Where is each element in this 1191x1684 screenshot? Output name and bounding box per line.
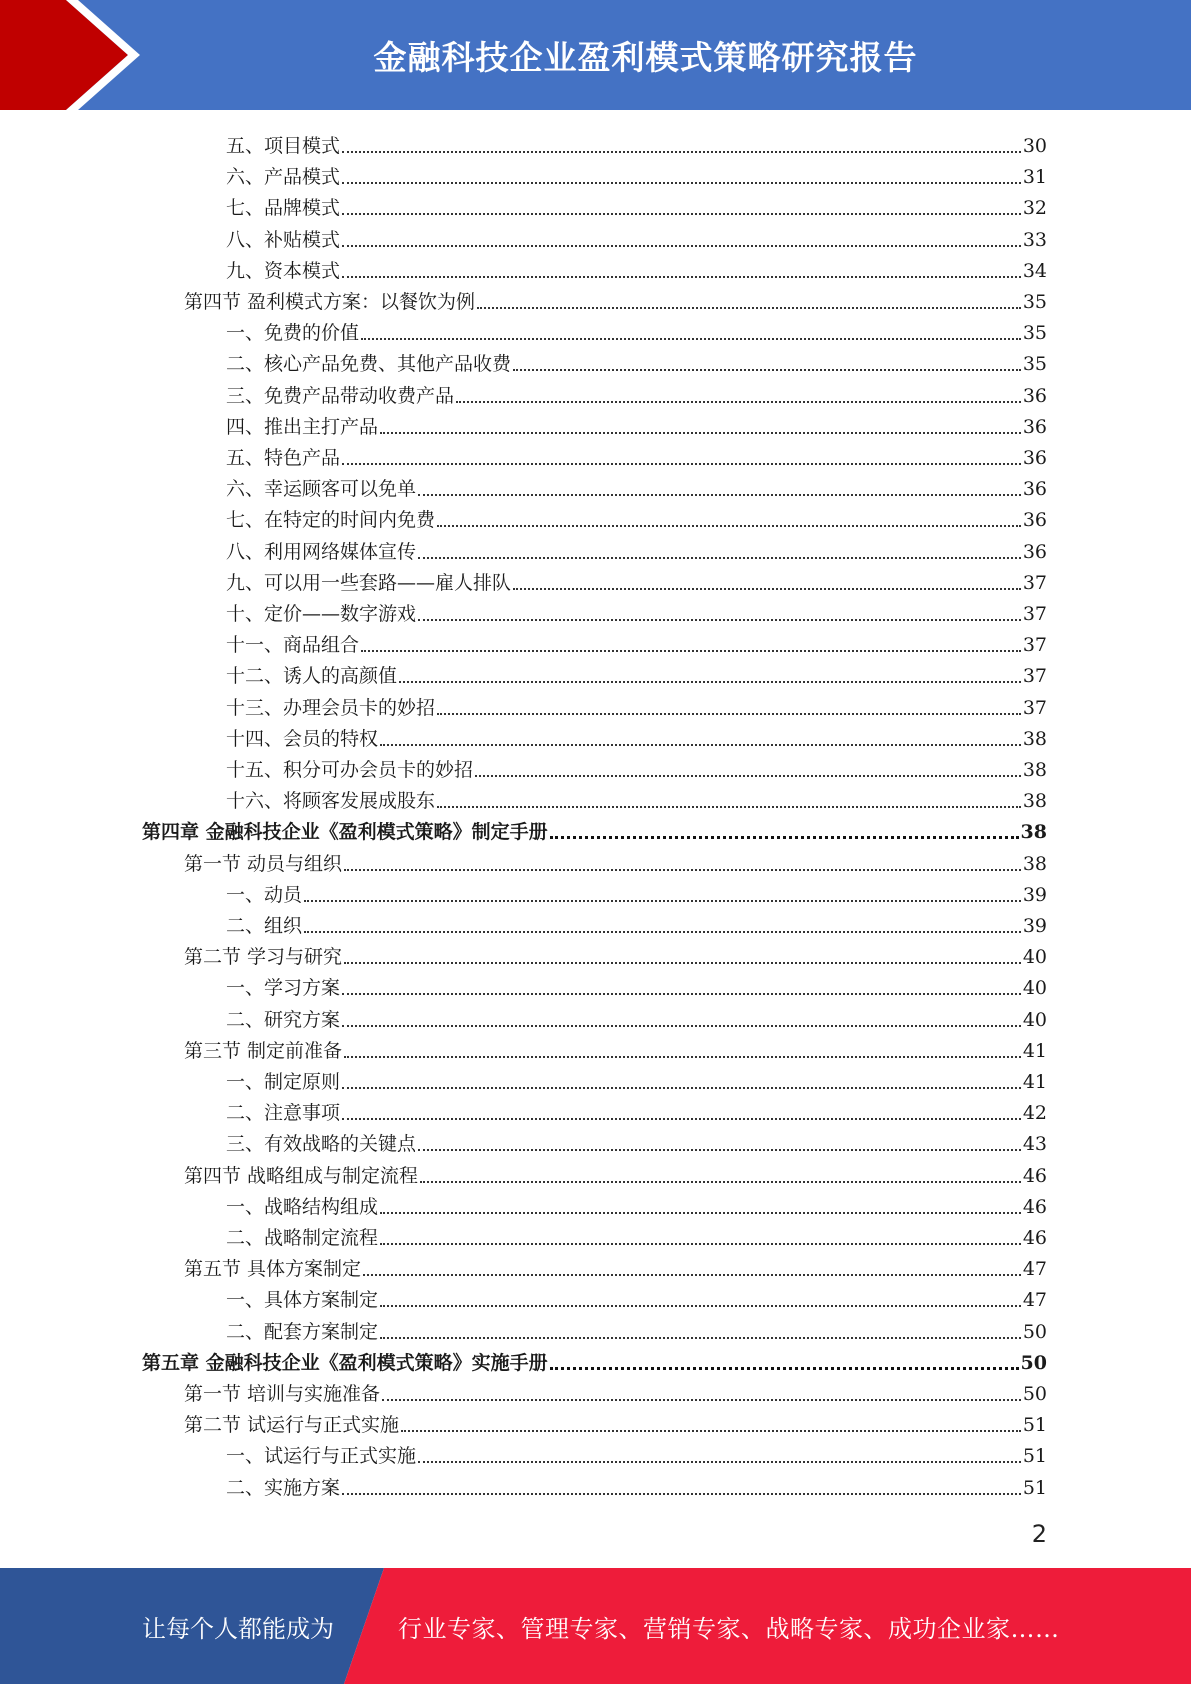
toc-entry-title: 六、幸运顾客可以免单: [226, 478, 417, 501]
toc-entry-title: 十四、会员的特权: [226, 727, 379, 750]
toc-entry-title: 十六、将顾客发展成股东: [226, 790, 436, 813]
toc-item-row[interactable]: [226, 1125, 1047, 1156]
toc-entry-title: 十一、商品组合: [226, 634, 360, 657]
toc-page-number: 36: [1022, 447, 1047, 469]
toc-page-number: 35: [1022, 322, 1047, 345]
toc-item-row[interactable]: [226, 470, 1047, 501]
toc-page-number: 41: [1022, 1071, 1047, 1093]
toc-dot-leader: [418, 1460, 1021, 1463]
toc-dot-leader: [477, 306, 1021, 309]
toc-item-row[interactable]: [226, 1063, 1047, 1094]
toc-page-number: 47: [1022, 1289, 1047, 1312]
toc-dot-leader: [342, 181, 1021, 184]
toc-entry-title: 第二节 学习与研究: [184, 946, 343, 969]
toc-section-row[interactable]: [184, 1250, 1047, 1281]
toc-entry-title: 二、注意事项: [226, 1102, 341, 1125]
toc-dot-leader: [380, 743, 1021, 746]
toc-entry-title: 二、核心产品免费、其他产品收费: [226, 353, 512, 376]
toc-entry-title: 三、免费产品带动收费产品: [226, 384, 455, 407]
toc-entry-title: 一、制定原则: [226, 1071, 341, 1093]
toc-dot-leader: [418, 493, 1021, 496]
toc-section-row[interactable]: [184, 1032, 1047, 1063]
toc-entry-title: 十三、办理会员卡的妙招: [226, 696, 436, 719]
toc-page-number: 31: [1022, 166, 1047, 189]
toc-page-number: 35: [1022, 353, 1047, 376]
toc-item-row[interactable]: [226, 408, 1047, 439]
toc-page-number: 36: [1022, 478, 1047, 501]
toc-page-number: 46: [1022, 1227, 1047, 1249]
toc-dot-leader: [361, 337, 1021, 340]
toc-page-number: 46: [1022, 1164, 1047, 1187]
toc-dot-leader: [342, 1086, 1021, 1089]
toc-entry-title: 七、品牌模式: [226, 197, 341, 220]
toc-dot-leader: [342, 462, 1021, 465]
toc-dot-leader: [418, 618, 1021, 621]
page-footer: [0, 1568, 1191, 1684]
toc-dot-leader: [513, 587, 1021, 590]
toc-entry-title: 一、战略结构组成: [226, 1195, 379, 1218]
toc-item-row[interactable]: [226, 314, 1047, 345]
toc-page-number: 35: [1022, 291, 1047, 313]
toc-entry-title: 第五节 具体方案制定: [184, 1258, 362, 1281]
toc-dot-leader: [304, 899, 1021, 902]
toc-item-row[interactable]: [226, 969, 1047, 1000]
toc-item-row[interactable]: [226, 1313, 1047, 1344]
toc-section-row[interactable]: [184, 1157, 1047, 1188]
toc-entry-title: 八、利用网络媒体宣传: [226, 540, 417, 563]
toc-section-row[interactable]: [184, 1406, 1047, 1437]
toc-dot-leader: [399, 680, 1021, 683]
toc-item-row[interactable]: [226, 689, 1047, 720]
toc-entry-title: 一、试运行与正式实施: [226, 1445, 417, 1468]
toc-chapter-row[interactable]: [142, 813, 1047, 844]
toc-item-row[interactable]: [226, 127, 1047, 158]
toc-entry-title: 一、动员: [226, 883, 303, 906]
toc-page-number: 37: [1022, 665, 1047, 688]
toc-entry-title: 二、实施方案: [226, 1476, 341, 1499]
toc-dot-leader: [513, 368, 1021, 371]
toc-entry-title: 一、学习方案: [226, 977, 341, 1000]
toc-dot-leader: [342, 1117, 1021, 1120]
footer-slogan-left: 让每个人都能成为: [142, 1614, 334, 1643]
toc-page-number: 36: [1022, 540, 1047, 563]
toc-section-row[interactable]: [184, 845, 1047, 876]
toc-entry-title: 六、产品模式: [226, 166, 341, 189]
toc-entry-title: 三、有效战略的关键点: [226, 1133, 417, 1156]
toc-page-number: 47: [1022, 1258, 1047, 1281]
toc-dot-leader: [420, 1180, 1021, 1183]
toc-item-row[interactable]: [226, 1281, 1047, 1312]
toc-page-number: 37: [1022, 696, 1047, 719]
toc-dot-leader: [550, 835, 1019, 839]
toc-page-number: 32: [1022, 197, 1047, 220]
toc-dot-leader: [363, 1273, 1021, 1276]
toc-item-row[interactable]: [226, 377, 1047, 408]
toc-page-number: 34: [1022, 259, 1047, 282]
toc-section-row[interactable]: [184, 1375, 1047, 1406]
toc-item-row[interactable]: [226, 907, 1047, 938]
toc-item-row[interactable]: [226, 439, 1047, 470]
toc-entry-title: 七、在特定的时间内免费: [226, 509, 436, 532]
toc-page-number: 46: [1022, 1195, 1047, 1218]
toc-page-number: 38: [1022, 727, 1047, 750]
toc-dot-leader: [382, 1398, 1021, 1401]
toc-dot-leader: [418, 556, 1021, 559]
toc-item-row[interactable]: [226, 1001, 1047, 1032]
toc-item-row[interactable]: [226, 564, 1047, 595]
toc-item-row[interactable]: [226, 1188, 1047, 1219]
toc-entry-title: 二、配套方案制定: [226, 1320, 379, 1343]
toc-item-row[interactable]: [226, 595, 1047, 626]
toc-entry-title: 第二节 试运行与正式实施: [184, 1414, 400, 1437]
toc-item-row[interactable]: [226, 1219, 1047, 1250]
toc-dot-leader: [380, 1211, 1021, 1214]
toc-entry-title: 二、组织: [226, 915, 303, 937]
toc-item-row[interactable]: [226, 876, 1047, 907]
toc-entry-title: 第一节 动员与组织: [184, 852, 343, 875]
header-arrow-icon: [0, 0, 160, 110]
toc-dot-leader: [361, 649, 1021, 652]
toc-section-row[interactable]: [184, 938, 1047, 969]
toc-page-number: 40: [1022, 977, 1047, 1000]
toc-item-row[interactable]: [226, 501, 1047, 532]
toc-dot-leader: [342, 150, 1021, 153]
toc-page-number: 42: [1022, 1102, 1047, 1125]
toc-dot-leader: [342, 1492, 1021, 1495]
toc-page-number: 51: [1022, 1414, 1047, 1437]
toc-entry-title: 十五、积分可办会员卡的妙招: [226, 759, 474, 781]
toc-entry-title: 第五章 金融科技企业《盈利模式策略》实施手册: [142, 1351, 548, 1374]
toc-page-number: 40: [1022, 946, 1047, 969]
page-header: [0, 0, 1191, 110]
toc-entry-title: 二、研究方案: [226, 1008, 341, 1031]
toc-page-number: 39: [1022, 915, 1047, 937]
toc-dot-leader: [475, 774, 1021, 777]
toc-item-row[interactable]: [226, 626, 1047, 657]
toc-page-number: 36: [1022, 509, 1047, 532]
toc-dot-leader: [304, 930, 1021, 933]
toc-dot-leader: [342, 275, 1021, 278]
toc-item-row[interactable]: [226, 252, 1047, 283]
toc-dot-leader: [342, 992, 1021, 995]
toc-page-number: 37: [1022, 634, 1047, 657]
toc-page-number: 51: [1022, 1476, 1047, 1499]
toc-dot-leader: [380, 431, 1021, 434]
toc-dot-leader: [437, 712, 1021, 715]
toc-page-number: 40: [1022, 1008, 1047, 1031]
toc-dot-leader: [456, 400, 1021, 403]
toc-entry-title: 一、免费的价值: [226, 322, 360, 345]
toc-page-number: 38: [1022, 852, 1047, 875]
toc-page-number: 43: [1022, 1133, 1047, 1156]
toc-item-row[interactable]: [226, 751, 1047, 782]
toc-entry-title: 十、定价——数字游戏: [226, 603, 417, 625]
toc-entry-title: 一、具体方案制定: [226, 1289, 379, 1312]
toc-item-row[interactable]: [226, 345, 1047, 376]
toc-dot-leader: [401, 1429, 1021, 1432]
toc-page-number: 36: [1022, 415, 1047, 438]
toc-page-number: 38: [1020, 821, 1047, 844]
toc-page-number: 38: [1022, 790, 1047, 813]
toc-page-number: 37: [1022, 571, 1047, 594]
toc-page-number: 38: [1022, 759, 1047, 781]
toc-item-row[interactable]: [226, 1469, 1047, 1500]
toc-dot-leader: [342, 1024, 1021, 1027]
toc-entry-title: 五、项目模式: [226, 135, 341, 157]
toc-page-number: 39: [1022, 883, 1047, 906]
toc-dot-leader: [344, 868, 1021, 871]
toc-chapter-row[interactable]: [142, 1344, 1047, 1375]
toc-page-number: 37: [1022, 603, 1047, 625]
toc-entry-title: 十二、诱人的高颜值: [226, 665, 398, 688]
toc-entry-title: 九、资本模式: [226, 259, 341, 282]
toc-item-row[interactable]: [226, 189, 1047, 220]
toc-entry-title: 第四节 盈利模式方案：以餐饮为例: [184, 291, 476, 313]
toc-dot-leader: [380, 1242, 1021, 1245]
toc-page-number: 33: [1022, 228, 1047, 251]
toc-dot-leader: [380, 1336, 1021, 1339]
toc-item-row[interactable]: [226, 221, 1047, 252]
toc-item-row[interactable]: [226, 1094, 1047, 1125]
footer-slogan-right: 行业专家、管理专家、营销专家、战略专家、成功企业家……: [398, 1614, 1060, 1643]
toc-page-number: 51: [1022, 1445, 1047, 1468]
toc-entry-title: 二、战略制定流程: [226, 1227, 379, 1249]
toc-dot-leader: [550, 1366, 1019, 1370]
toc-page-number: 36: [1022, 384, 1047, 407]
toc-page-number: 41: [1022, 1039, 1047, 1062]
toc-dot-leader: [437, 524, 1021, 527]
toc-dot-leader: [344, 1055, 1021, 1058]
toc-entry-title: 第三节 制定前准备: [184, 1039, 343, 1062]
toc-entry-title: 九、可以用一些套路——雇人排队: [226, 571, 512, 594]
toc-item-row[interactable]: [226, 782, 1047, 813]
toc-item-row[interactable]: [226, 657, 1047, 688]
toc-entry-title: 第四章 金融科技企业《盈利模式策略》制定手册: [142, 821, 548, 844]
toc-page-number: 30: [1022, 135, 1047, 157]
toc-page-number: 50: [1020, 1351, 1047, 1374]
toc-item-row[interactable]: [226, 158, 1047, 189]
toc-entry-title: 第一节 培训与实施准备: [184, 1383, 381, 1405]
toc-entry-title: 八、补贴模式: [226, 228, 341, 251]
toc-item-row[interactable]: [226, 720, 1047, 751]
toc-page-number: 50: [1022, 1383, 1047, 1405]
page-number: 2: [1031, 1520, 1047, 1548]
toc-dot-leader: [380, 1304, 1021, 1307]
toc-item-row[interactable]: [226, 533, 1047, 564]
toc-dot-leader: [437, 805, 1021, 808]
toc-dot-leader: [342, 244, 1021, 247]
toc-dot-leader: [342, 212, 1021, 215]
toc-entry-title: 四、推出主打产品: [226, 415, 379, 438]
toc-page-number: 50: [1022, 1320, 1047, 1343]
toc-entry-title: 五、特色产品: [226, 447, 341, 469]
toc-item-row[interactable]: [226, 1437, 1047, 1468]
toc-dot-leader: [344, 961, 1021, 964]
report-title: 金融科技企业盈利模式策略研究报告: [373, 37, 918, 77]
toc-dot-leader: [418, 1148, 1021, 1151]
toc-section-row[interactable]: [184, 283, 1047, 314]
toc-entry-title: 第四节 战略组成与制定流程: [184, 1164, 419, 1187]
